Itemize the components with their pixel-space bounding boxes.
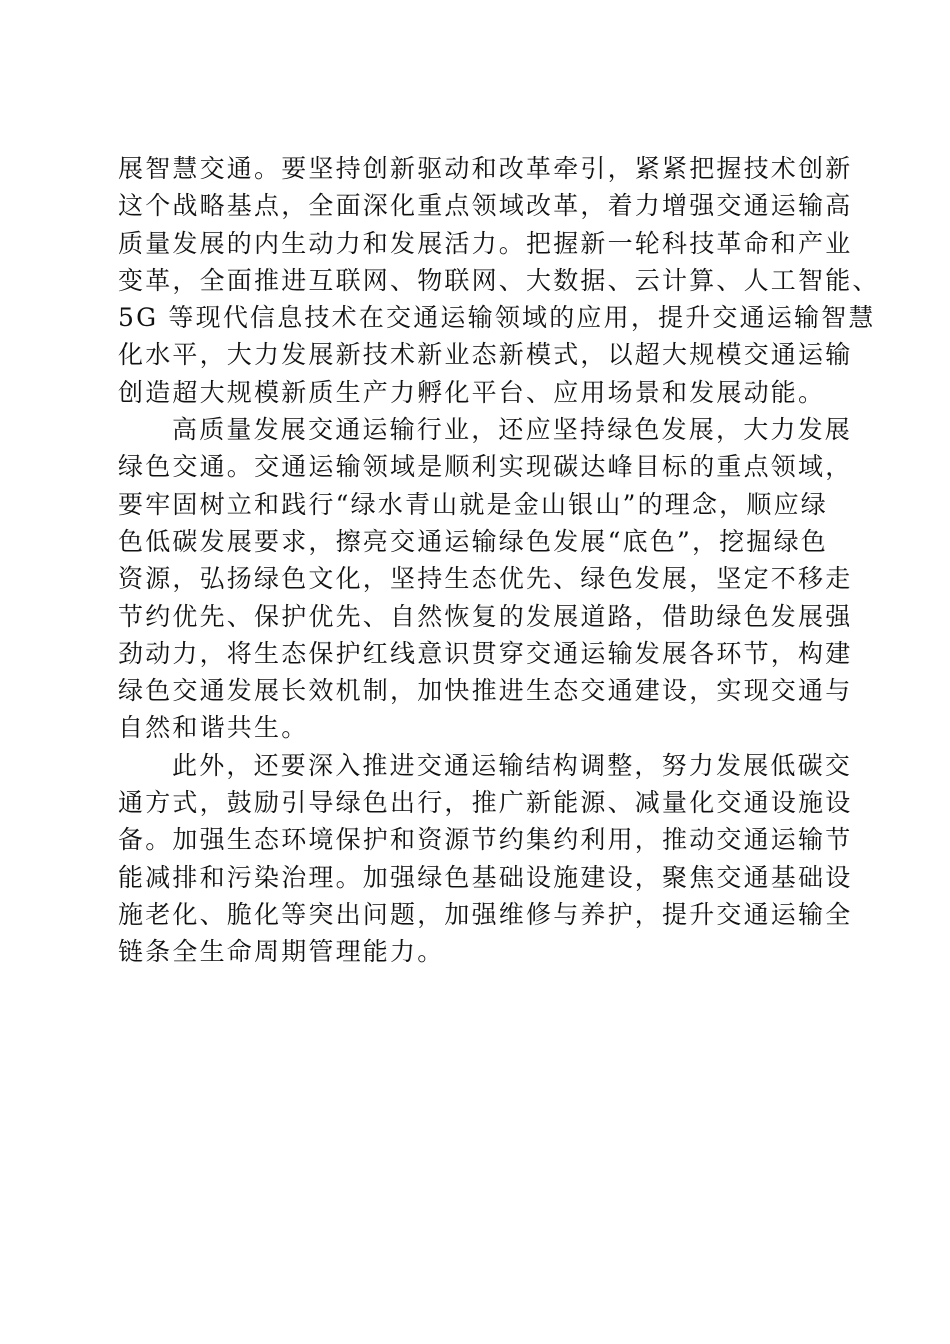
text-line: 绿色交通发展长效机制，加快推进生态交通建设，实现交通与 xyxy=(118,676,853,706)
text-line: 通方式，鼓励引导绿色出行，推广新能源、减量化交通设施设 xyxy=(118,788,853,818)
text-line: 质量发展的内生动力和发展活力。把握新一轮科技革命和产业 xyxy=(118,228,853,258)
text-line: 5G 等现代信息技术在交通运输领域的应用，提升交通运输智慧 xyxy=(118,303,876,333)
text-line: 能减排和污染治理。加强绿色基础设施建设，聚焦交通基础设 xyxy=(118,862,853,892)
text-line: 备。加强生态环境保护和资源节约集约利用，推动交通运输节 xyxy=(118,825,853,855)
body-text xyxy=(118,150,880,971)
text-line: 变革，全面推进互联网、物联网、大数据、云计算、人工智能、 xyxy=(118,265,880,295)
text-line: 资源，弘扬绿色文化，坚持生态优先、绿色发展，坚定不移走 xyxy=(118,564,853,594)
text-line: 此外，还要深入推进交通运输结构调整，努力发展低碳交 xyxy=(172,750,853,780)
text-line: 展智慧交通。要坚持创新驱动和改革牵引，紧紧把握技术创新 xyxy=(118,154,853,183)
text-line: 高质量发展交通运输行业，还应坚持绿色发展，大力发展 xyxy=(172,415,853,445)
text-line: 要牢固树立和践行“绿水青山就是金山银山”的理念，顺应绿 xyxy=(118,489,828,519)
paragraph xyxy=(118,411,853,747)
paragraph xyxy=(118,150,880,411)
text-line: 色低碳发展要求，擦亮交通运输绿色发展“底色”，挖掘绿色 xyxy=(118,526,828,556)
text-line: 这个战略基点，全面深化重点领域改革，着力增强交通运输高 xyxy=(118,191,853,221)
text-line: 自然和谐共生。 xyxy=(118,713,309,743)
text-line: 化水平，大力发展新技术新业态新模式，以超大规模交通运输 xyxy=(118,340,853,370)
text-line: 节约优先、保护优先、自然恢复的发展道路，借助绿色发展强 xyxy=(118,601,853,631)
text-line: 创造超大规模新质生产力孵化平台、应用场景和发展动能。 xyxy=(118,377,826,407)
text-line: 链条全生命周期管理能力。 xyxy=(118,937,445,967)
text-line: 绿色交通。交通运输领域是顺利实现碳达峰目标的重点领域， xyxy=(118,452,853,482)
text-line: 施老化、脆化等突出问题，加强维修与养护，提升交通运输全 xyxy=(118,899,853,929)
paragraph xyxy=(118,747,853,971)
text-line: 劲动力，将生态保护红线意识贯穿交通运输发展各环节，构建 xyxy=(118,638,853,668)
